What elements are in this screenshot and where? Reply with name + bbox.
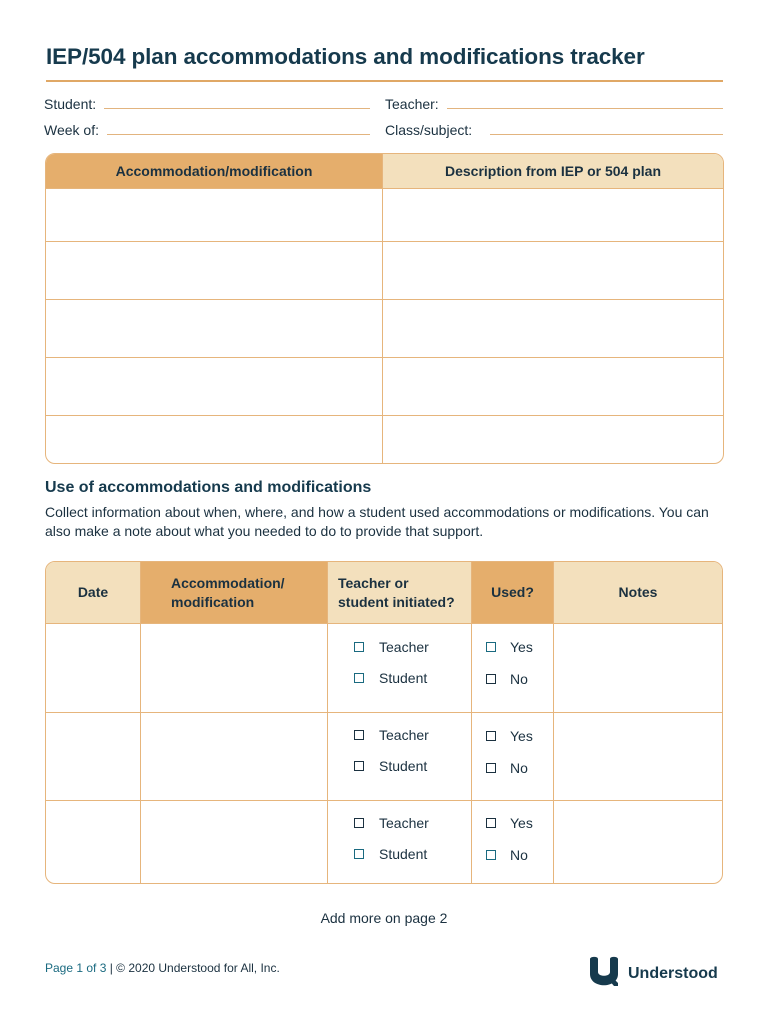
student-checkbox[interactable] [354,673,364,683]
student-label: Student: [44,96,97,112]
logo-text: Understood [628,964,718,982]
week-of-line[interactable] [107,134,370,135]
accommodation-cell[interactable] [46,300,383,357]
used-cell [472,801,554,884]
header-accommodation [141,562,328,623]
description-cell[interactable] [383,189,723,241]
description-cell[interactable] [383,416,723,464]
no-option-label: No [510,847,528,863]
table-row [46,712,722,800]
understood-u-icon [587,955,621,992]
student-option-label: Student [379,670,428,686]
no-option[interactable] [486,760,528,776]
used-cell [472,624,554,712]
teacher-field[interactable] [385,96,723,112]
yes-option-label: Yes [510,639,533,655]
student-checkbox[interactable] [354,849,364,859]
student-line[interactable] [104,108,370,109]
add-more-note: Add more on page 2 [320,910,448,926]
header-accommodation-line2: modification [171,593,255,610]
section-title: Use of accommodations and modifications [45,479,372,496]
description-cell[interactable] [383,242,723,299]
footer [45,961,280,975]
header-used: Used? [472,562,554,623]
notes-cell[interactable] [554,713,722,800]
page-number: Page 1 of 3 [45,961,107,975]
no-checkbox[interactable] [486,674,496,684]
initiated-cell [328,624,472,712]
accommodation-cell[interactable] [46,416,383,464]
header-description: Description from IEP or 504 plan [383,154,723,188]
no-option[interactable] [486,671,528,687]
student-option-label: Student [379,758,428,774]
no-checkbox[interactable] [486,763,496,773]
accommodation-cell[interactable] [141,624,328,712]
yes-checkbox[interactable] [486,818,496,828]
teacher-label: Teacher: [385,96,439,112]
teacher-option-label: Teacher [379,727,429,743]
no-option[interactable] [486,847,528,863]
teacher-option-label: Teacher [379,815,429,831]
week-of-label: Week of: [44,122,99,138]
class-subject-label: Class/subject: [385,122,473,138]
accommodation-cell[interactable] [46,358,383,415]
description-cell[interactable] [383,358,723,415]
usage-table [45,561,723,884]
accommodations-table [45,153,724,464]
accommodations-table-header [46,154,723,188]
accommodation-cell[interactable] [46,189,383,241]
table-row [46,299,723,357]
header-initiated-line1: Teacher or [338,575,409,591]
table-row [46,415,723,464]
header-notes: Notes [554,562,722,623]
yes-option[interactable] [486,639,533,655]
student-option[interactable] [354,846,427,862]
yes-checkbox[interactable] [486,642,496,652]
teacher-option[interactable] [354,815,429,831]
accommodation-cell[interactable] [141,713,328,800]
used-cell [472,713,554,800]
student-option[interactable] [354,670,427,686]
usage-table-header [46,562,722,623]
yes-checkbox[interactable] [486,731,496,741]
teacher-option[interactable] [354,639,429,655]
header-date: Date [46,562,141,623]
no-option-label: No [510,760,528,776]
header-accommodation-line1: Accommodation/ [171,575,285,591]
table-row [46,800,722,884]
no-option-label: No [510,671,528,687]
teacher-line[interactable] [447,108,723,109]
date-cell[interactable] [46,801,141,884]
notes-cell[interactable] [554,624,722,712]
title-divider [46,80,723,82]
table-row [46,188,723,241]
table-row [46,357,723,415]
yes-option[interactable] [486,728,533,744]
description-cell[interactable] [383,300,723,357]
page-title: IEP/504 plan accommodations and modifications tracker [46,44,645,69]
student-checkbox[interactable] [354,761,364,771]
accommodation-cell[interactable] [46,242,383,299]
student-option-label: Student [379,846,428,862]
section-description: Collect information about when, where, and how a student used accommodations or modifications. You can also make a note about what you needed to do to provide that support. [45,504,709,539]
teacher-checkbox[interactable] [354,818,364,828]
copyright: | © 2020 Understood for All, Inc. [109,961,280,975]
table-row [46,241,723,299]
header-initiated-line2: student initiated? [338,593,455,610]
date-cell[interactable] [46,624,141,712]
teacher-option[interactable] [354,727,429,743]
yes-option-label: Yes [510,728,533,744]
teacher-checkbox[interactable] [354,730,364,740]
teacher-option-label: Teacher [379,639,429,655]
class-subject-line[interactable] [490,134,723,135]
accommodation-cell[interactable] [141,801,328,884]
student-field[interactable] [44,96,370,112]
notes-cell[interactable] [554,801,722,884]
class-subject-field[interactable] [385,122,723,138]
date-cell[interactable] [46,713,141,800]
initiated-cell [328,801,472,884]
no-checkbox[interactable] [486,850,496,860]
initiated-cell [328,713,472,800]
understood-logo [587,955,718,992]
teacher-checkbox[interactable] [354,642,364,652]
yes-option-label: Yes [510,815,533,831]
table-row [46,623,722,712]
yes-option[interactable] [486,815,533,831]
header-initiated [328,562,472,623]
student-option[interactable] [354,758,427,774]
week-of-field[interactable] [44,122,370,138]
header-accommodation-modification: Accommodation/modification [46,154,383,188]
